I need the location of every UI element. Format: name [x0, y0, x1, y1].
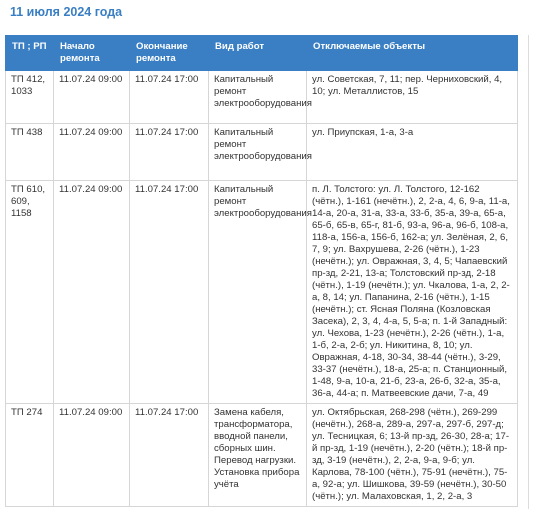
date-heading: 11 июля 2024 года	[10, 5, 123, 19]
header-end: Окончание ремонта	[130, 36, 209, 71]
cell-work-type: Капитальный ремонт электрооборудования	[209, 71, 307, 124]
header-objects: Отключаемые объекты	[307, 36, 518, 71]
header-work-type: Вид работ	[209, 36, 307, 71]
cell-tp: ТП 274	[6, 404, 54, 507]
table-row	[6, 404, 518, 507]
cell-start: 11.07.24 09:00	[54, 124, 130, 181]
cell-objects: ул. Советская, 7, 11; пер. Черниховский, 4, 10; ул. Металлистов, 15	[307, 71, 518, 124]
cell-work-type: Капитальный ремонт электрооборудования	[209, 181, 307, 404]
cell-objects: ул. Октябрьская, 268-298 (чётн.), 269-299 (нечётн.), 268-а, 289-а, 297-а, 297-б, 297-д; ул. Тесницкая, 6; 13-й пр-зд, 26-30, 28-а; 17-й пр-зд, 1-19 (нечётн.), 2-20 (чётн.); 18-й пр-зд, 3-19 (нечётн.), 2, 2-а, 9-а, 9-б; ул. Карлова, 78-100 (чётн.), 75-91 (нечётн.), 75-а, 92-а; ул. Шишкова, 39-59 (нечётн.), 30-50 (чётн.); ул. Малаховская, 1, 2, 2-а, 3	[307, 404, 518, 507]
cell-work-type: Замена кабеля, трансформатора, вводной панели, сборных шин. Перевод нагрузки. Установка прибора учёта	[209, 404, 307, 507]
table-row	[6, 181, 518, 404]
cell-start: 11.07.24 09:00	[54, 71, 130, 124]
table-header-row	[6, 36, 518, 71]
cell-tp: ТП 610, 609, 1158	[6, 181, 54, 404]
header-tp: ТП ; РП	[6, 36, 54, 71]
cell-end: 11.07.24 17:00	[130, 71, 209, 124]
cell-end: 11.07.24 17:00	[130, 181, 209, 404]
cell-start: 11.07.24 09:00	[54, 181, 130, 404]
outage-schedule-table	[5, 35, 518, 507]
cell-work-type: Капитальный ремонт электрооборудования	[209, 124, 307, 181]
table-row	[6, 124, 518, 181]
cell-tp: ТП 438	[6, 124, 54, 181]
cell-tp: ТП 412, 1033	[6, 71, 54, 124]
table-row	[6, 71, 518, 124]
header-start: Начало ремонта	[54, 36, 130, 71]
cell-objects: п. Л. Толстого: ул. Л. Толстого, 12-162 (чётн.), 1-161 (нечётн.), 2, 2-а, 4, 6, 9-а, 11-а, 14-а, 20-а, 31-а, 33-а, 33-б, 35-а, 39-а, 65-а, 65-б, 65-в, 65-г, 81-б, 93-а, 96-а, 96-б, 108-а, 118-а, 156-а, 156-б, 162-а; ул. Зелёная, 2, 6, 7, 9; ул. Вахрушева, 2-26 (чётн.), 1-23 (нечётн.); ул. Овражная, 3, 4, 5; Чапаевский пр-зд, 2-21, 13-а; Толстовский пр-зд, 2-18 (чётн.), 1-19 (нечётн.); ул. Чкалова, 1-а, 2, 2-а, 8, 14; ул. Папанина, 2-16 (чётн.), 1-15 (нечётн.); ст. Ясная Поляна (Козловская Засека), 2, 3, 4, 4-а, 5, 5-а; п. 1-й Западный: ул. Чехова, 1-23 (нечётн.), 2-26 (чётн.), 1-а, 1-б, 2-а, 2-б; ул. Никитина, 8, 10; ул. Овражная, 4-18, 30-34, 38-44 (чётн.), 3-29, 33-37 (нечётн.), 18-а, 25-а; п. Станционный, 1-48, 9-а, 10-а, 21-б, 23-а, 26-б, 32-а, 35-а, 36-а, 44-а; п. Матвеевские дачи, 7-а, 49	[307, 181, 518, 404]
cell-end: 11.07.24 17:00	[130, 404, 209, 507]
cell-end: 11.07.24 17:00	[130, 124, 209, 181]
cell-start: 11.07.24 09:00	[54, 404, 130, 507]
content-divider	[528, 35, 529, 509]
cell-objects: ул. Приупская, 1-а, 3-а	[307, 124, 518, 181]
